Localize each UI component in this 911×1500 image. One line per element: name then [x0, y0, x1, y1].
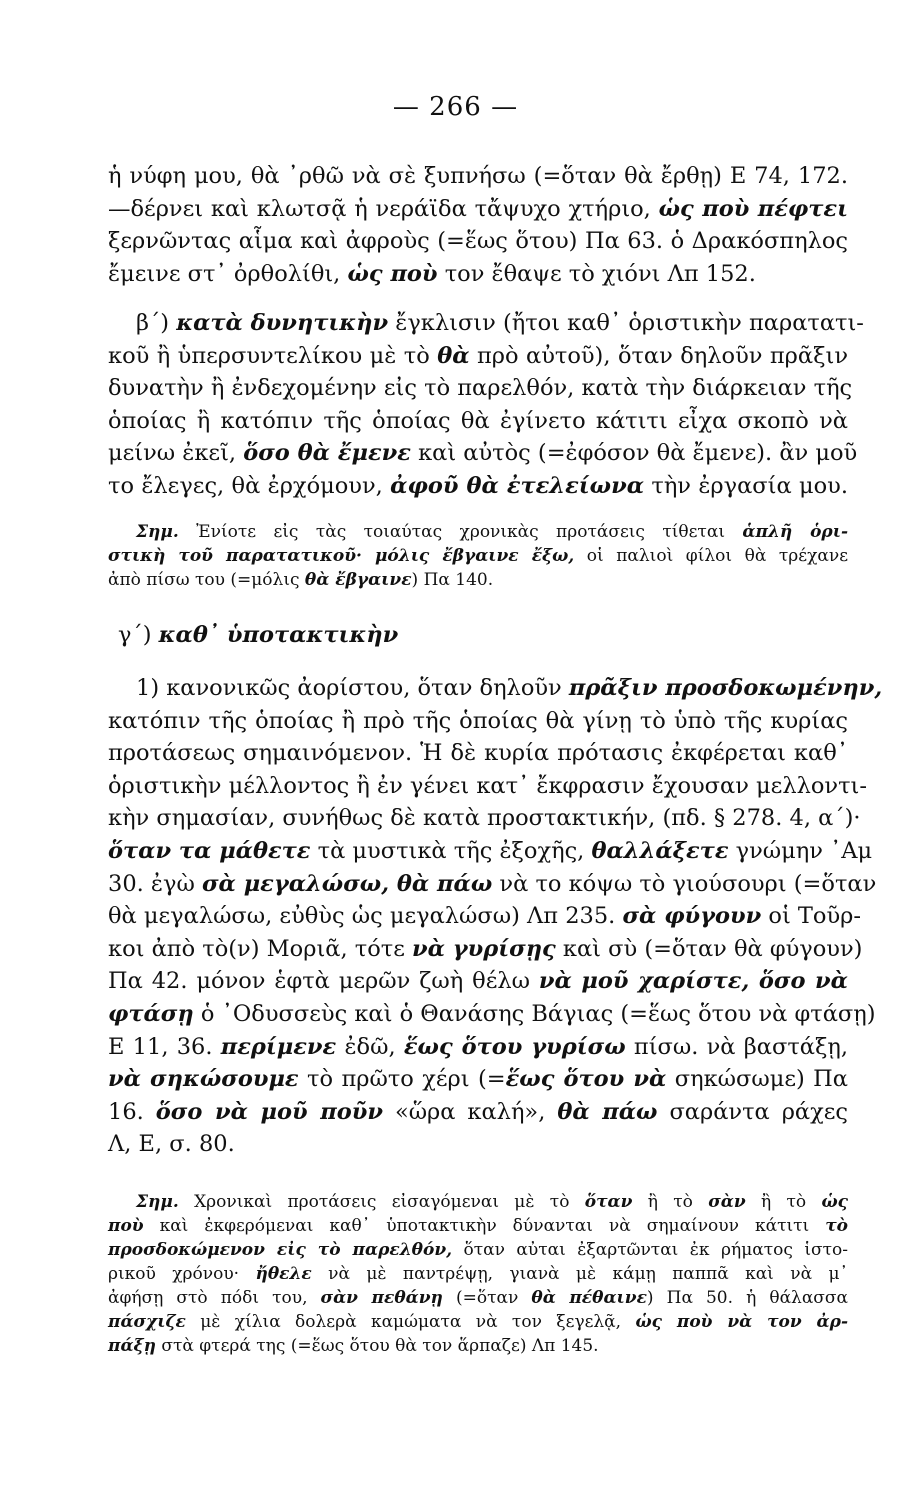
emphasis-text: πάσχιζε [108, 1312, 186, 1332]
text-line [108, 1096, 848, 1129]
text-line [108, 802, 861, 835]
plain-text: 1) κανονικῶς ἀορίστου, ὅταν δηλοῦν [136, 675, 569, 701]
text-line [108, 568, 848, 592]
text-line [108, 307, 864, 340]
note-1 [108, 520, 848, 592]
plain-text: γνώμην ᾽Αμ [728, 837, 873, 864]
note-2 [108, 1190, 848, 1358]
text-line [108, 705, 848, 738]
emphasis-text: θὰ πέθαινε [531, 1288, 647, 1308]
plain-text: ) Πα 50. ἡ θάλασσα [646, 1288, 848, 1308]
emphasis-text: ὅσο νὰ μοῦ ποῦν [155, 1098, 383, 1125]
emphasis-text: νὰ σηκώσουμε [108, 1066, 299, 1093]
heading-bold: καθ᾽ ὑποτακτικὴν [158, 622, 399, 648]
plain-text: προτάσεως σημαινόμενον. Ἡ δὲ κυρία πρότασις ἐκφέρεται καθ᾽ [108, 740, 848, 767]
plain-text: πρὸ αὐτοῦ), ὅταν δηλοῦν πρᾶξιν [469, 342, 848, 369]
emphasis-text: σὰν [708, 1192, 746, 1212]
plain-text: καὶ σὺ (=ὅταν θὰ φύγουν) [555, 935, 863, 962]
emphasis-text: ἁπλῆ ὁρι- [742, 522, 849, 542]
emphasis-text: σὰ μεγαλώσω, θὰ πάω [201, 870, 493, 897]
text-line [108, 340, 848, 373]
text-line [108, 900, 861, 933]
emphasis-text: θὰ ἔβγαινε [304, 570, 412, 590]
plain-text: κοῦ ἢ ὑπερσυντελίκου μὲ τὸ [108, 342, 438, 369]
plain-text: κοι ἀπὸ τὸ(ν) Μοριᾶ, τότε [108, 935, 413, 962]
emphasis-text: τὸ [825, 1216, 848, 1236]
plain-text: σαράντα ράχες [657, 1098, 849, 1125]
text-line [108, 1238, 848, 1262]
emphasis-text: νὰ μοῦ χαρίστε, ὅσο νὰ [538, 968, 848, 995]
paragraph-gamma-1 [108, 672, 883, 1161]
plain-text: το ἔλεγες, θὰ ἐρχόμουν, [108, 472, 391, 499]
emphasis-text: ποὺ [108, 1216, 144, 1236]
emphasis-text: θαλλάξετε [591, 837, 729, 864]
plain-text: ὁριστικὴν μέλλοντος ἢ ἐν γένει κατ᾽ ἔκφρασιν ἔχουσαν μελλοντι- [108, 772, 867, 799]
emphasis-text: πάξῃ [108, 1336, 156, 1356]
plain-text: οἱ Τοῦρ- [761, 903, 861, 930]
text-line [108, 1063, 848, 1096]
emphasis-text: θὰ [437, 342, 470, 369]
plain-text: ἔμεινε στ᾽ ὀρθολίθι, [108, 260, 348, 287]
text-line [108, 835, 873, 868]
plain-text: τὴν ἐργασία μου. [644, 472, 848, 499]
plain-text: πίσω. νὰ βαστάξῃ, [625, 1033, 848, 1060]
plain-text: κατόπιν τῆς ὁποίας ἢ πρὸ τῆς ὁποίας θὰ γίνῃ τὸ ὑπὸ τῆς κυρίας [108, 707, 848, 734]
plain-text: θὰ μεγαλώσω, εὐθὺς ὡς μεγαλώσω) Λπ 235. [108, 903, 623, 930]
plain-text: ξερνῶντας αἷμα καὶ ἀφροὺς (=ἕως ὅτου) Πα 63. ὁ Δρακόσπηλος [108, 228, 848, 255]
plain-text: ἔγκλισιν (ἤτοι καθ᾽ ὁριστικὴν παρατατι- [388, 310, 864, 336]
plain-text: στὰ φτερά της (=ἕως ὅτου θὰ τον ἅρπαζε) Λπ 145. [155, 1336, 599, 1356]
plain-text: β΄) [136, 310, 177, 336]
emphasis-text: κατὰ δυνητικὴν [176, 310, 389, 336]
text-line [108, 1031, 848, 1064]
plain-text: Χρονικαὶ προτάσεις εἰσαγόμεναι μὲ τὸ [178, 1192, 585, 1212]
text-line [108, 544, 848, 568]
plain-text: ὁ ᾽Οδυσσεὺς καὶ ὁ Θανάσης Βάγιας (=ἕως ὅτου νὰ φτάσῃ) [193, 1000, 876, 1027]
text-line [108, 258, 848, 291]
emphasis-text: θὰ πάω [557, 1098, 658, 1125]
plain-text: νὰ μὲ παντρέψῃ, γιανὰ μὲ κάμῃ παππᾶ καὶ νὰ μ᾽ [311, 1264, 848, 1284]
plain-text: νὰ το κόψω τὸ γιούσουρι (=ὅταν [492, 870, 877, 897]
emphasis-text: ὡς ποὺ νὰ τον ἀρ- [635, 1312, 849, 1332]
text-line [108, 965, 848, 998]
plain-text: Ε 11, 36. [108, 1033, 221, 1060]
paragraph-continuation [108, 160, 848, 290]
emphasis-text: ἕως ὅτου γυρίσω [403, 1033, 626, 1060]
text-line [108, 933, 863, 966]
page-number: — 266 — [392, 92, 519, 122]
plain-text: καὶ ἐκφερόμεναι καθ᾽ ὑποτακτικὴν δύνανται νὰ σημαίνουν κάτιτι [143, 1216, 826, 1236]
text-line [108, 737, 848, 770]
plain-text: τὰ μυστικὰ τῆς ἐξοχῆς, [310, 837, 592, 864]
plain-text: οἱ παλιοὶ φίλοι θὰ τρέχανε [574, 546, 848, 566]
plain-text: ἀφήσῃ στὸ πόδι του, [108, 1288, 321, 1308]
emphasis-text: ὅταν τα μάθετε [108, 837, 311, 864]
text-line [108, 1190, 848, 1214]
text-line [108, 405, 848, 438]
plain-text: κὴν σημασίαν, συνήθως δὲ κατὰ προστακτικήν, (πδ. § 278. 4, α΄)· [108, 805, 861, 832]
plain-text: μείνω ἐκεῖ, [108, 440, 244, 467]
emphasis-text: ἤθελε [255, 1264, 312, 1284]
text-line [108, 1128, 848, 1161]
plain-text: ἢ τὸ [632, 1192, 709, 1212]
plain-text: «ὥρα καλή», [382, 1098, 558, 1125]
emphasis-text: σὰ φύγουν [622, 903, 762, 930]
text-line [108, 160, 848, 193]
text-line [108, 372, 853, 405]
plain-text: δυνατὴν ἢ ἐνδεχομένην εἰς τὸ παρελθόν, κατὰ τὴν διάρκειαν τῆς [108, 375, 853, 402]
text-line [108, 998, 876, 1031]
emphasis-text: ὡς ποὺ [347, 260, 438, 287]
text-line [108, 470, 848, 503]
text-line [108, 1214, 848, 1238]
plain-text: ) Πα 140. [411, 570, 494, 590]
text-line [108, 868, 877, 901]
plain-text: ὅταν αὐται ἐξαρτῶνται ἐκ ρήματος ἱστο- [452, 1240, 848, 1260]
emphasis-text: προσδοκώμενον εἰς τὸ παρελθόν, [108, 1240, 453, 1260]
emphasis-text: ὅταν [584, 1192, 633, 1212]
emphasis-text: ἀφοῦ θὰ ἐτελείωνα [390, 472, 645, 499]
paragraph-beta [108, 307, 864, 503]
emphasis-text: ὅσο θὰ ἔμενε [243, 440, 411, 467]
emphasis-text: Σημ. [136, 522, 179, 542]
heading-prefix: γ΄) [118, 622, 159, 648]
emphasis-text: Σημ. [136, 1192, 179, 1212]
text-line [108, 225, 848, 258]
emphasis-text: σὰν πεθάνῃ [320, 1288, 443, 1308]
plain-text: ἐδῶ, [336, 1033, 404, 1060]
plain-text: ἀπὸ πίσω του (=μόλις [108, 570, 305, 590]
plain-text: 16. [108, 1098, 156, 1125]
text-line [108, 672, 883, 705]
plain-text: καὶ αὐτὸς (=ἐφόσον θὰ ἔμενε). ἂν μοῦ [410, 440, 858, 467]
text-line [108, 437, 858, 470]
emphasis-text: ὡς ποὺ πέφτει [658, 195, 848, 222]
plain-text: Πα 42. μόνον ἑφτὰ μερῶν ζωὴ θέλω [108, 968, 539, 995]
emphasis-text: στικὴ τοῦ παρατατικοῦ· μόλις ἔβγαινε ἔξω, [108, 546, 575, 566]
text-line [108, 770, 867, 803]
text-line [108, 1310, 848, 1334]
plain-text: ἡ νύφη μου, θὰ ᾽ρθῶ νὰ σὲ ξυπνήσω (=ὅταν θὰ ἔρθῃ) Ε 74, 172. [108, 163, 848, 189]
plain-text: ἢ τὸ [745, 1192, 822, 1212]
plain-text: (=ὅταν [442, 1288, 532, 1308]
text-line [108, 193, 848, 226]
emphasis-text: φτάσῃ [108, 1000, 194, 1027]
plain-text: τὸ πρῶτο χέρι (= [298, 1066, 506, 1093]
plain-text: ρικοῦ χρόνου· [108, 1264, 256, 1284]
emphasis-text: περίμενε [220, 1033, 337, 1060]
emphasis-text: πρᾶξιν προσδοκωμένην, [568, 675, 883, 701]
emphasis-text: ἕως ὅτου νὰ [505, 1066, 667, 1093]
plain-text: μὲ χίλια δολερὰ καμώματα νὰ τον ξεγελᾷ, [185, 1312, 636, 1332]
emphasis-text: ὡς [821, 1192, 848, 1212]
plain-text: 30. ἐγὼ [108, 870, 202, 897]
plain-text: Λ, Ε, σ. 80. [108, 1131, 235, 1158]
text-line [108, 1286, 848, 1310]
plain-text: σηκώσωμε) Πα [666, 1066, 848, 1093]
section-gamma-heading [118, 622, 398, 648]
emphasis-text: νὰ γυρίσῃς [412, 935, 556, 962]
plain-text: —δέρνει καὶ κλωτσᾷ ἡ νεράϊδα τἄψυχο χτήριο, [108, 195, 659, 222]
plain-text: ὁποίας ἢ κατόπιν τῆς ὁποίας θὰ ἐγίνετο κάτιτι εἶχα σκοπὸ νὰ [108, 407, 848, 434]
text-line [108, 1334, 848, 1358]
plain-text: τον ἔθαψε τὸ χιόνι Λπ 152. [437, 260, 756, 287]
text-line [108, 520, 848, 544]
text-line [108, 1262, 848, 1286]
plain-text: Ἐνίοτε εἰς τὰς τοιαύτας χρονικὰς προτάσεις τίθεται [178, 522, 743, 542]
